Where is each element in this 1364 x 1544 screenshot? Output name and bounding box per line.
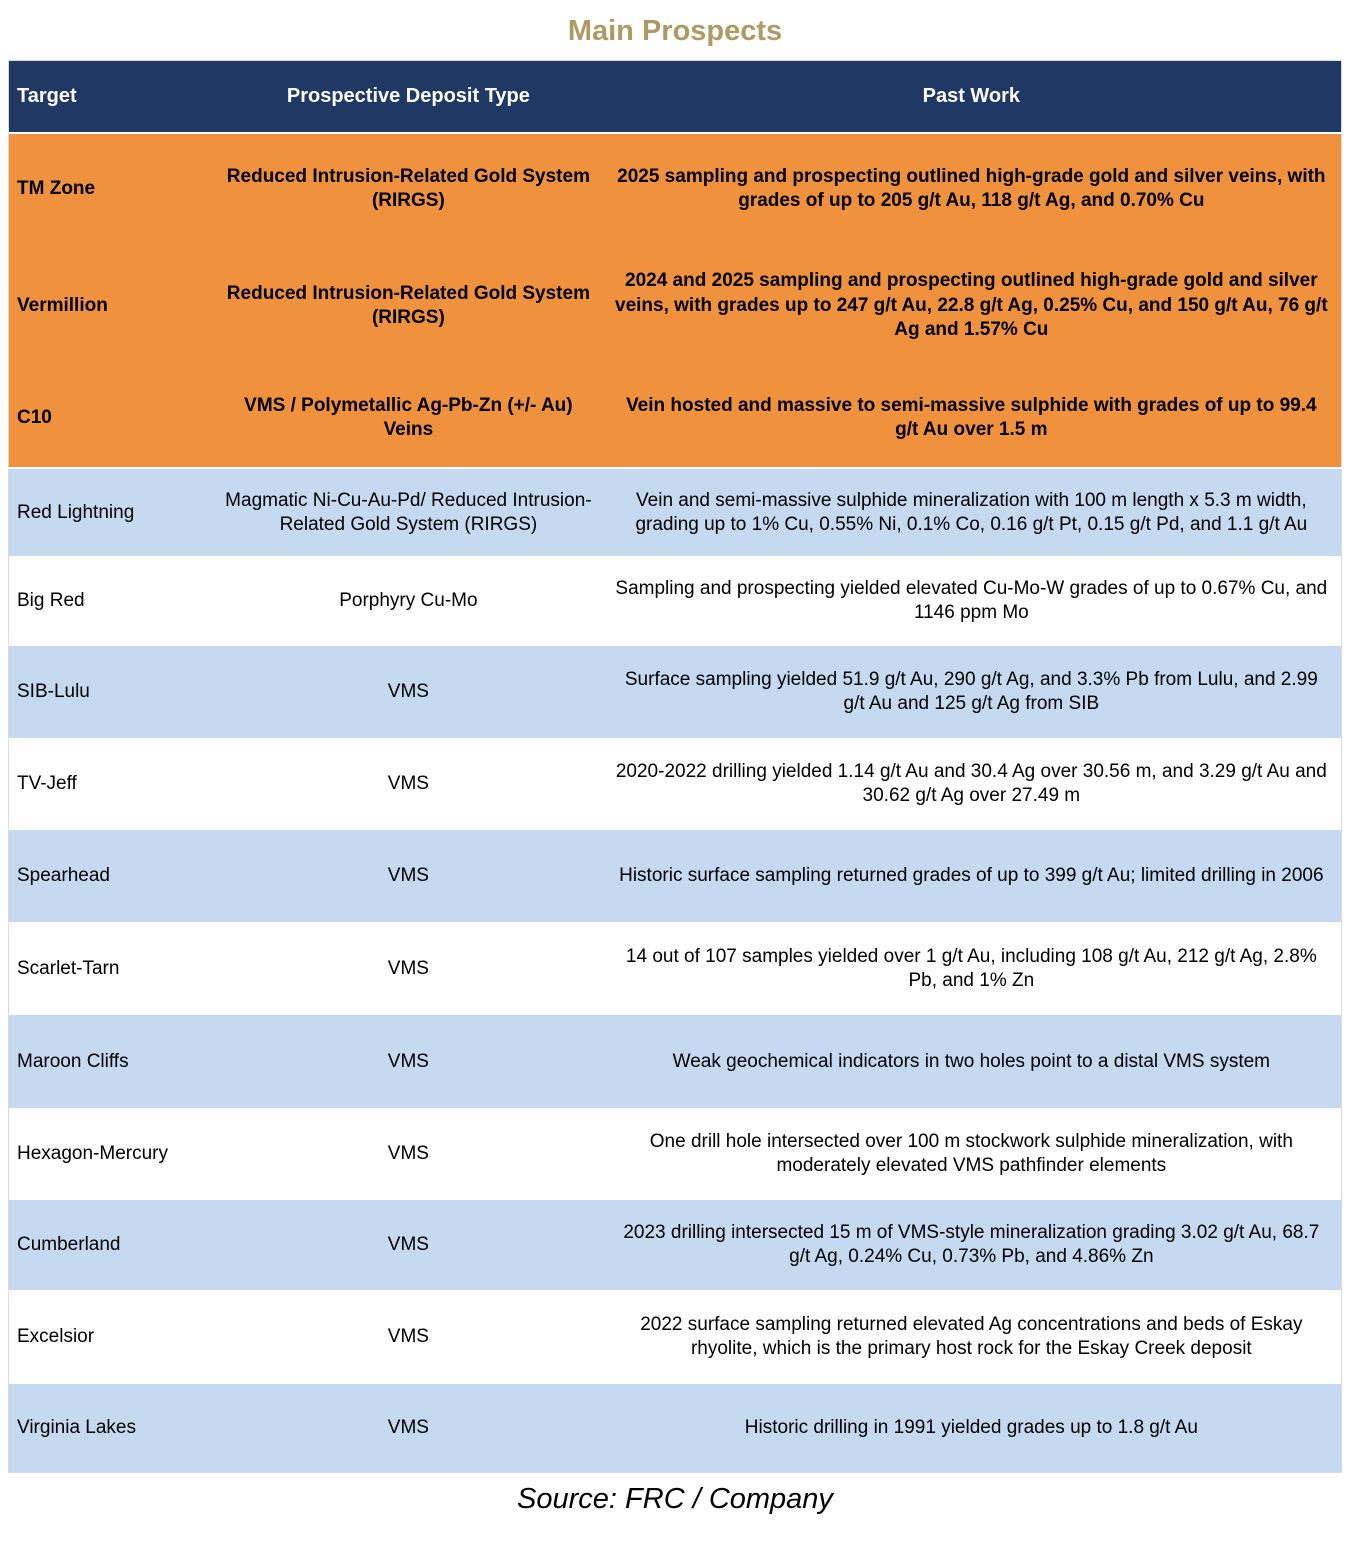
deposit-type-cell: Porphyry Cu-Mo	[215, 556, 602, 646]
table-row	[9, 1200, 1342, 1290]
deposit-type-cell: VMS	[215, 646, 602, 738]
table-row	[9, 738, 1342, 830]
table-row	[9, 1384, 1342, 1472]
deposit-type-cell: VMS	[215, 1290, 602, 1384]
target-cell: Scarlet-Tarn	[9, 922, 216, 1015]
target-cell: Big Red	[9, 556, 216, 646]
table-row	[9, 468, 1342, 556]
page-title: Main Prospects	[567, 15, 783, 47]
deposit-type-cell: Magmatic Ni-Cu-Au-Pd/ Reduced Intrusion-Related Gold System (RIRGS)	[215, 468, 602, 556]
past-work-cell: One drill hole intersected over 100 m stockwork sulphide mineralization, with moderately elevated VMS pathfinder elements	[602, 1108, 1342, 1200]
past-work-cell: 14 out of 107 samples yielded over 1 g/t Au, including 108 g/t Au, 212 g/t Ag, 2.8% Pb, and 1% Zn	[602, 922, 1342, 1015]
deposit-type-cell: VMS	[215, 922, 602, 1015]
past-work-cell: Vein and semi-massive sulphide mineralization with 100 m length x 5.3 m width, grading up to 1% Cu, 0.55% Ni, 0.1% Co, 0.16 g/t Pt, 0.15 g/t Pd, and 1.1 g/t Au	[602, 468, 1342, 556]
past-work-cell: Historic drilling in 1991 yielded grades up to 1.8 g/t Au	[602, 1384, 1342, 1472]
target-cell: SIB-Lulu	[9, 646, 216, 738]
deposit-type-cell: VMS	[215, 830, 602, 922]
table-row	[9, 243, 1342, 368]
deposit-type-cell: VMS	[215, 1384, 602, 1472]
column-header-past-work: Past Work	[602, 60, 1342, 133]
target-cell: Hexagon-Mercury	[9, 1108, 216, 1200]
target-cell: Vermillion	[9, 243, 216, 368]
table-row	[9, 922, 1342, 1015]
past-work-cell: Vein hosted and massive to semi-massive sulphide with grades of up to 99.4 g/t Au over 1.5 m	[602, 368, 1342, 468]
past-work-cell: 2023 drilling intersected 15 m of VMS-style mineralization grading 3.02 g/t Au, 68.7 g/t Ag, 0.24% Cu, 0.73% Pb, and 4.86% Zn	[602, 1200, 1342, 1290]
table-row	[9, 1290, 1342, 1384]
past-work-cell: 2024 and 2025 sampling and prospecting outlined high-grade gold and silver veins, with grades up to 247 g/t Au, 22.8 g/t Ag, 0.25% Cu, and 150 g/t Au, 76 g/t Ag and 1.57% Cu	[602, 243, 1342, 368]
table-row	[9, 830, 1342, 922]
target-cell: Maroon Cliffs	[9, 1015, 216, 1108]
table-row	[9, 133, 1342, 243]
deposit-type-cell: VMS	[215, 1015, 602, 1108]
target-cell: Virginia Lakes	[9, 1384, 216, 1472]
deposit-type-cell: Reduced Intrusion-Related Gold System (RIRGS)	[215, 133, 602, 243]
deposit-type-cell: VMS	[215, 738, 602, 830]
past-work-cell: Sampling and prospecting yielded elevated Cu-Mo-W grades of up to 0.67% Cu, and 1146 ppm Mo	[602, 556, 1342, 646]
target-cell: Excelsior	[9, 1290, 216, 1384]
prospects-table-body	[9, 133, 1342, 1472]
past-work-cell: 2022 surface sampling returned elevated Ag concentrations and beds of Eskay rhyolite, which is the primary host rock for the Eskay Creek deposit	[602, 1290, 1342, 1384]
target-cell: C10	[9, 368, 216, 468]
past-work-cell: Historic surface sampling returned grades of up to 399 g/t Au; limited drilling in 2006	[602, 830, 1342, 922]
table-row	[9, 646, 1342, 738]
table-row	[9, 1015, 1342, 1108]
past-work-cell: 2025 sampling and prospecting outlined high-grade gold and silver veins, with grades of up to 205 g/t Au, 118 g/t Ag, and 0.70% Cu	[602, 133, 1342, 243]
table-row	[9, 1108, 1342, 1200]
column-header-deposit-type: Prospective Deposit Type	[215, 60, 602, 133]
column-header-target: Target	[9, 60, 216, 133]
deposit-type-cell: VMS	[215, 1108, 602, 1200]
deposit-type-cell: VMS / Polymetallic Ag-Pb-Zn (+/- Au) Veins	[215, 368, 602, 468]
source-caption: Source: FRC / Company	[517, 1482, 833, 1515]
past-work-cell: Weak geochemical indicators in two holes point to a distal VMS system	[602, 1015, 1342, 1108]
target-cell: Cumberland	[9, 1200, 216, 1290]
deposit-type-cell: Reduced Intrusion-Related Gold System (RIRGS)	[215, 243, 602, 368]
past-work-cell: Surface sampling yielded 51.9 g/t Au, 290 g/t Ag, and 3.3% Pb from Lulu, and 2.99 g/t Au and 125 g/t Ag from SIB	[602, 646, 1342, 738]
prospects-table	[8, 60, 1342, 1473]
table-row	[9, 368, 1342, 468]
deposit-type-cell: VMS	[215, 1200, 602, 1290]
table-row	[9, 556, 1342, 646]
target-cell: TV-Jeff	[9, 738, 216, 830]
table-header-row	[9, 60, 1342, 133]
target-cell: TM Zone	[9, 133, 216, 243]
target-cell: Red Lightning	[9, 468, 216, 556]
past-work-cell: 2020-2022 drilling yielded 1.14 g/t Au and 30.4 Ag over 30.56 m, and 3.29 g/t Au and 30.62 g/t Ag over 27.49 m	[602, 738, 1342, 830]
target-cell: Spearhead	[9, 830, 216, 922]
